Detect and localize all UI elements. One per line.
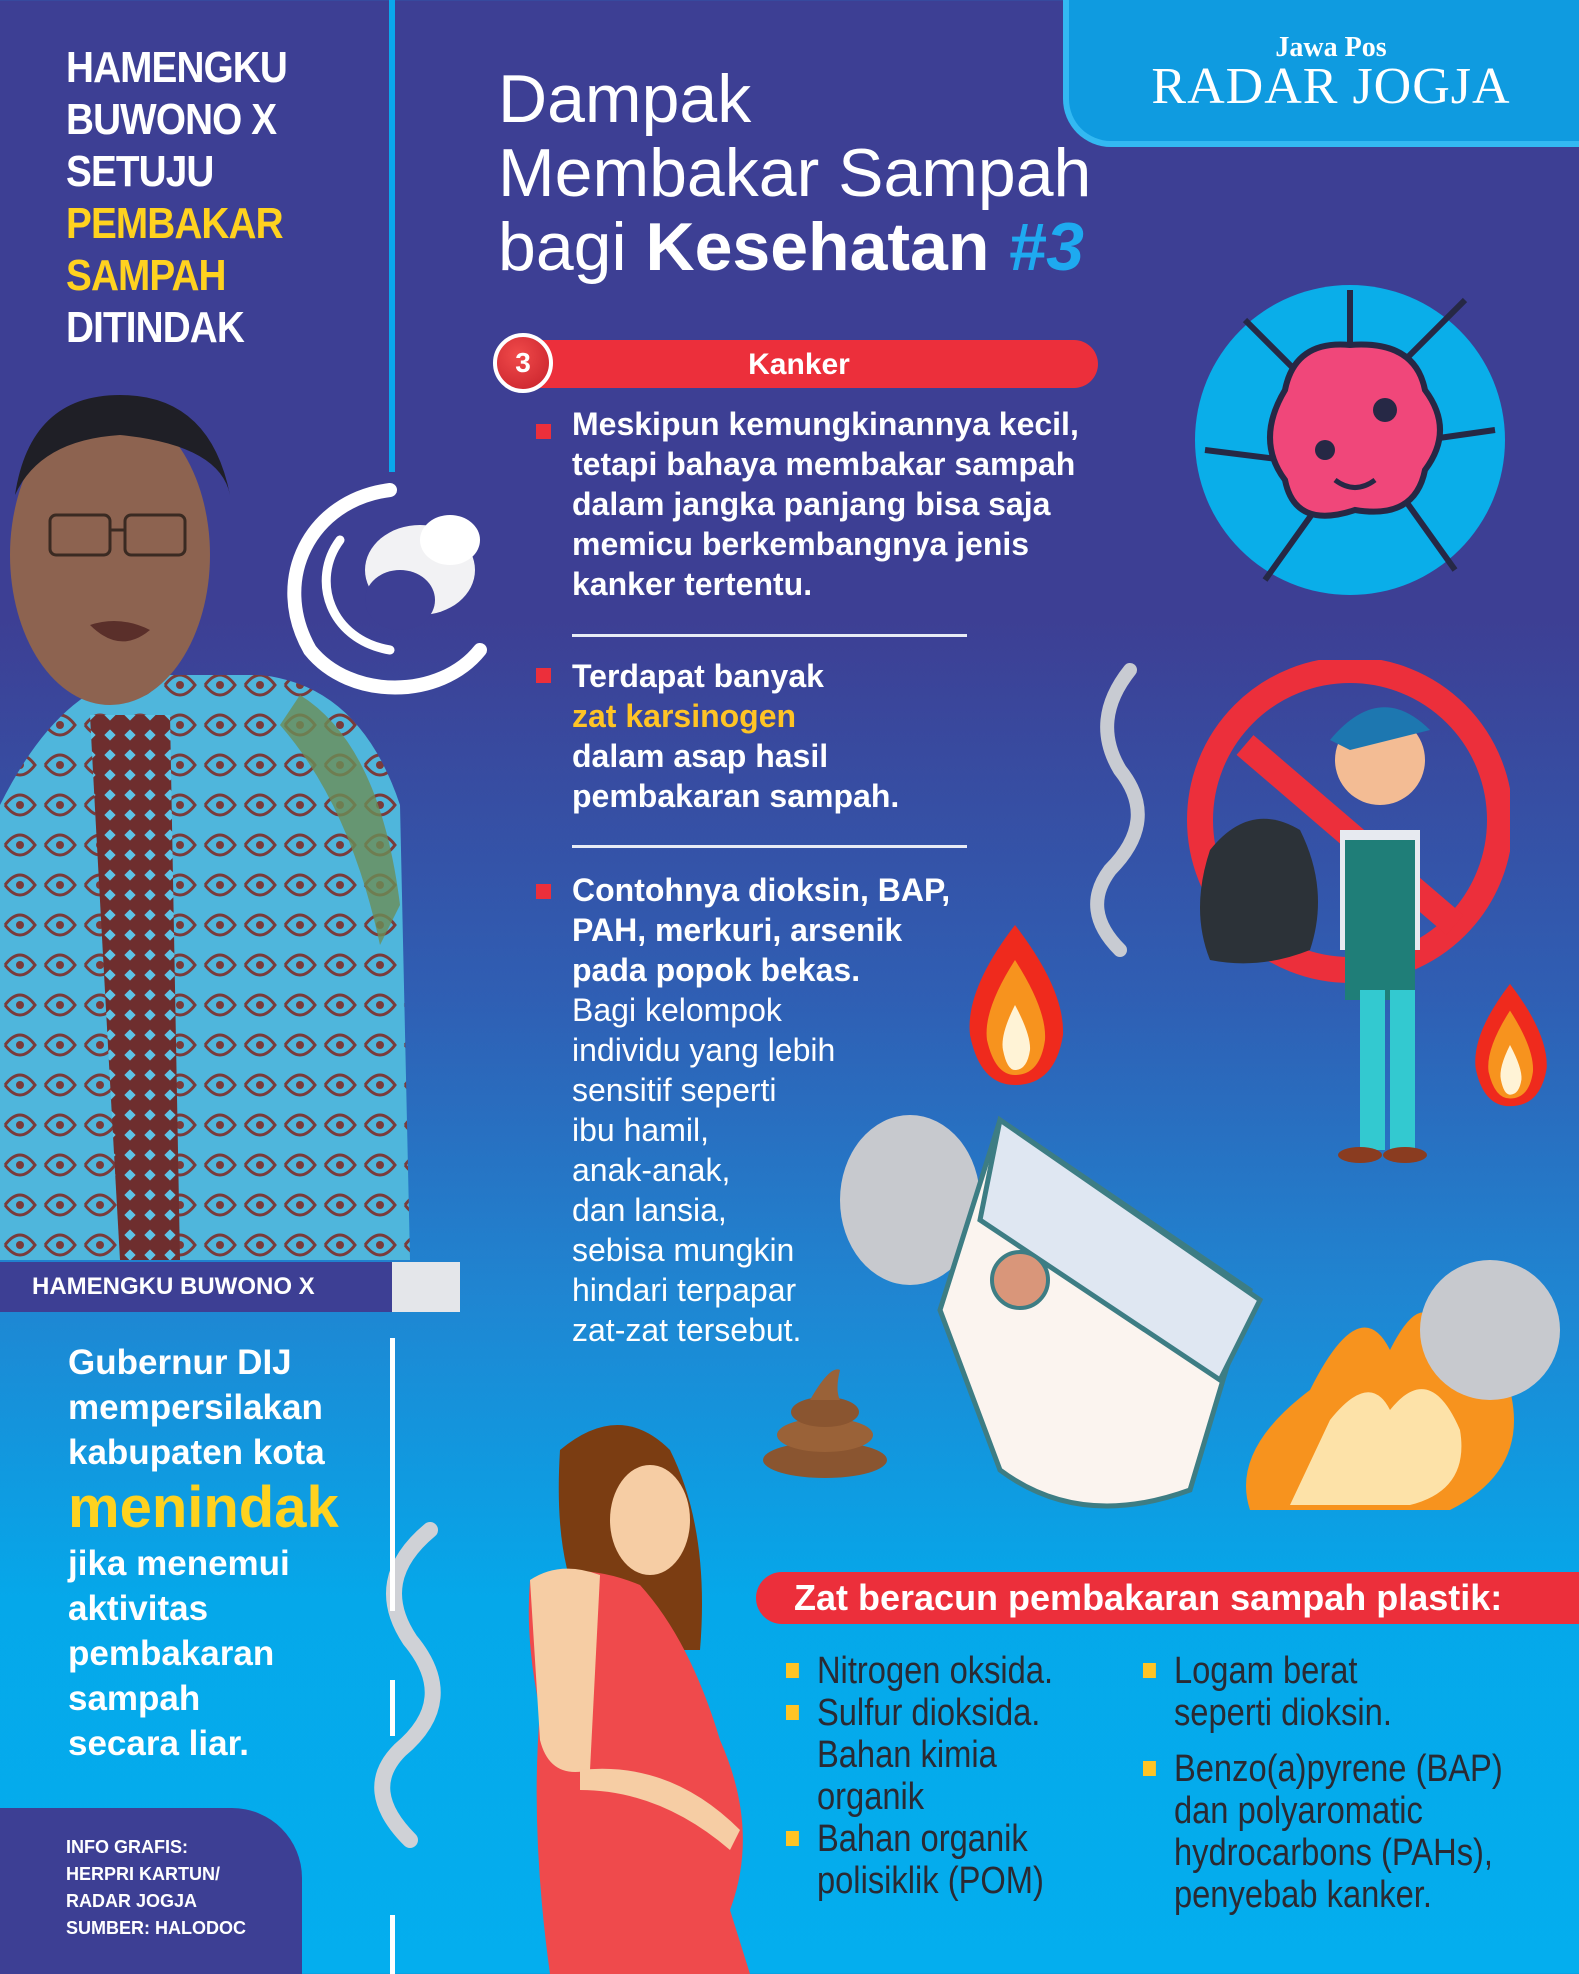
bullet-square-icon — [1143, 1761, 1156, 1776]
bullet-square-icon — [536, 884, 551, 899]
toxin-text: Logam berat — [1173, 1650, 1358, 1692]
quote-text — [68, 1340, 339, 1766]
headline-line: BUWONO X — [66, 95, 277, 144]
quote-line: aktivitas — [68, 1589, 209, 1628]
bullet-line-light: Bagi kelompok — [572, 992, 782, 1028]
toxin-text: Sulfur dioksida. — [816, 1692, 1041, 1734]
toxins-heading: Zat beracun pembakaran sampah plastik: — [756, 1572, 1579, 1624]
title-line: Dampak — [498, 61, 752, 137]
bullet-line: kanker tertentu. — [572, 566, 813, 602]
bullet-line: Meskipun kemungkinannya kecil, — [572, 406, 1079, 442]
bullet-line: dalam jangka panjang bisa saja — [572, 486, 1051, 522]
flame-icon — [955, 920, 1075, 1090]
divider-vertical — [390, 1680, 395, 1736]
bullet-line: dalam asap hasil — [572, 738, 829, 774]
divider — [572, 634, 967, 637]
bullet-line: tetapi bahaya membakar sampah — [572, 446, 1076, 482]
photo-caption: HAMENGKU BUWONO X — [0, 1262, 392, 1312]
bullet-line: pembakaran sampah. — [572, 778, 900, 814]
quote-highlight: menindak — [68, 1475, 339, 1540]
logo-main: RADAR JOGJA — [1151, 58, 1511, 115]
bullet-text-2 — [572, 656, 899, 816]
toxin-text: dan polyaromatic — [1173, 1790, 1423, 1832]
quote-line: secara liar. — [68, 1724, 249, 1763]
bullet-line-light: hindari terpapar — [572, 1272, 797, 1308]
toxin-text: penyebab kanker. — [1173, 1874, 1432, 1916]
bullet-line-light: anak-anak, — [572, 1152, 731, 1188]
quote-line: jika menemui — [68, 1544, 290, 1583]
toxin-text: Nitrogen oksida. — [816, 1650, 1054, 1692]
bullet-line-light: individu yang lebih — [572, 1032, 836, 1068]
quote-line: kabupaten kota — [68, 1433, 325, 1472]
toxins-list-right — [1143, 1650, 1503, 1916]
bullet-square-icon — [536, 424, 551, 439]
toxin-item — [1143, 1748, 1503, 1916]
bullet-square-icon — [536, 668, 551, 683]
bullet-line-light: ibu hamil, — [572, 1112, 709, 1148]
toxins-list-left — [786, 1650, 1053, 1902]
bullet-square-icon — [786, 1705, 799, 1720]
section-label: Kanker — [748, 348, 850, 381]
divider — [572, 845, 967, 848]
burning-diaper-icon — [830, 1090, 1570, 1530]
page-title — [498, 62, 1091, 284]
quote-line: sampah — [68, 1679, 201, 1718]
bullet-line-light: zat-zat tersebut. — [572, 1312, 802, 1348]
toxin-item — [1143, 1650, 1503, 1734]
cancer-cell-icon — [1185, 280, 1515, 600]
toxin-text: hydrocarbons (PAHs), — [1173, 1832, 1494, 1874]
bullet-line-light: sensitif seperti — [572, 1072, 777, 1108]
headline — [66, 42, 287, 354]
quote-line: Gubernur DIJ — [68, 1343, 292, 1382]
toxin-item — [786, 1650, 1053, 1692]
bullet-square-icon — [1143, 1663, 1156, 1678]
toxin-text: Benzo(a)pyrene (BAP) — [1173, 1748, 1503, 1790]
toxin-text: Bahan organik — [816, 1818, 1028, 1860]
section-header-bar — [500, 340, 1098, 388]
divider-vertical — [390, 1915, 395, 1974]
pregnant-woman-icon — [490, 1410, 790, 1974]
title-light: bagi — [498, 209, 627, 285]
headline-highlight: PEMBAKAR — [66, 199, 283, 248]
smoke-wisp-icon — [1070, 660, 1190, 960]
toxin-text: organik — [816, 1776, 925, 1818]
credit-line: SUMBER: HALODOC — [66, 1918, 246, 1938]
bullet-line: PAH, merkuri, arsenik — [572, 912, 903, 948]
headline-highlight: SAMPAH — [66, 251, 226, 300]
bullet-line-light: dan lansia, — [572, 1192, 727, 1228]
bullet-square-icon — [786, 1663, 799, 1678]
credit-line: HERPRI KARTUN/ — [66, 1864, 221, 1884]
radar-jogja-logo — [1063, 0, 1579, 147]
bullet-line: memicu berkembangnya jenis — [572, 526, 1030, 562]
headline-line: SETUJU — [66, 147, 214, 196]
bullet-text-1 — [572, 404, 1079, 604]
headline-line: HAMENGKU — [66, 43, 287, 92]
bullet-line: Contohnya dioksin, BAP, — [572, 872, 951, 908]
quote-line: mempersilakan — [68, 1388, 323, 1427]
credit-box — [0, 1808, 302, 1974]
quote-line: pembakaran — [68, 1634, 275, 1673]
toxin-text: polisiklik (POM) — [816, 1860, 1044, 1902]
title-line: Membakar Sampah — [498, 135, 1092, 211]
toxin-item — [786, 1692, 1053, 1734]
title-number: #3 — [1008, 209, 1084, 285]
caption-accent — [392, 1262, 460, 1312]
section-number-badge: 3 — [493, 333, 553, 393]
credit-line: INFO GRAFIS: — [66, 1837, 188, 1857]
headline-line: DITINDAK — [66, 303, 244, 352]
bullet-line: Terdapat banyak — [572, 658, 824, 694]
toxin-item — [786, 1818, 1053, 1902]
toxin-text: seperti dioksin. — [1173, 1692, 1392, 1734]
toxin-item — [786, 1734, 1053, 1818]
title-bold: Kesehatan — [645, 209, 990, 285]
toxin-text: Bahan kimia — [816, 1734, 997, 1776]
logo-top: Jawa Pos — [1275, 32, 1387, 63]
smoke-wisp-icon — [350, 1520, 470, 1850]
bullet-square-icon — [786, 1831, 799, 1846]
divider-vertical — [390, 1338, 395, 1611]
smoke-swirl-icon — [270, 470, 510, 710]
title-line — [498, 210, 1091, 284]
bullet-line: pada popok bekas. — [572, 952, 861, 988]
bullet-line-light: sebisa mungkin — [572, 1232, 795, 1268]
bullet-highlight: zat karsinogen — [572, 698, 797, 734]
credit-line: RADAR JOGJA — [66, 1891, 198, 1911]
